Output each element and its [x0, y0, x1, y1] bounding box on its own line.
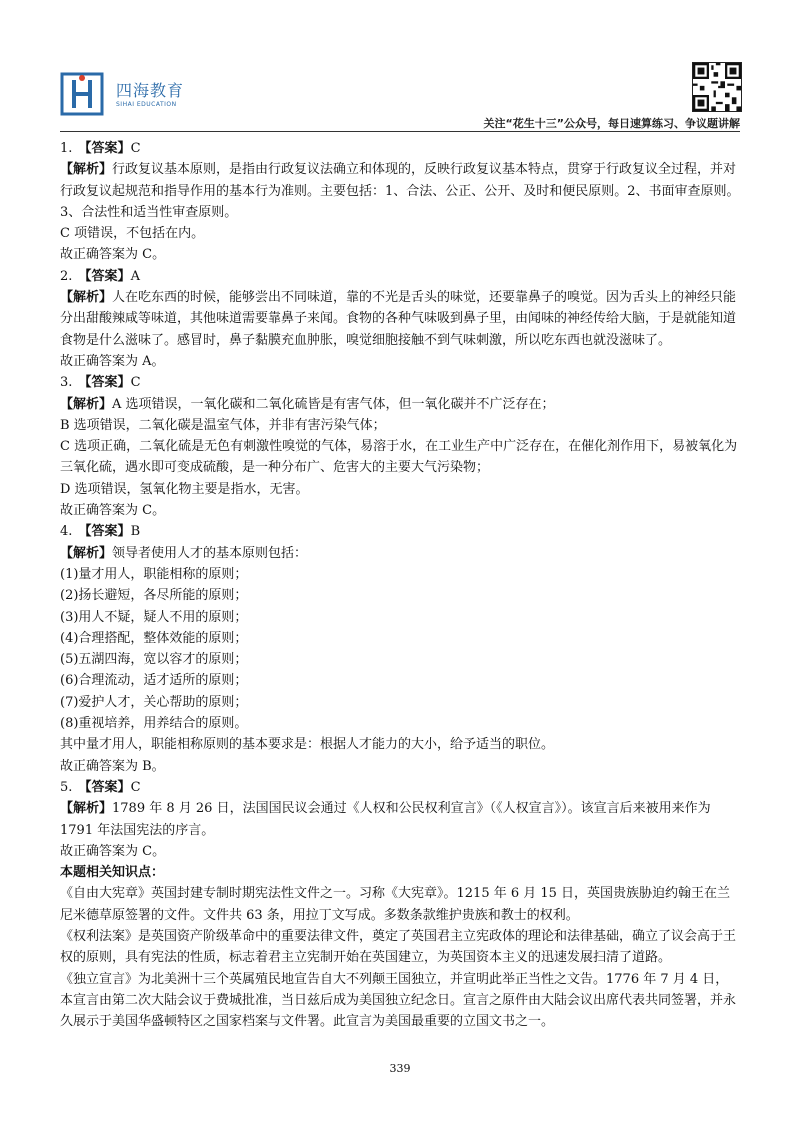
- conclusion-line: 故正确答案为 C。: [60, 247, 166, 263]
- analysis-label: 【解析】: [60, 801, 113, 817]
- question-number: 3.: [60, 375, 73, 391]
- answer-explanations: [60, 138, 740, 1032]
- question-number: 4.: [60, 524, 73, 540]
- knowledge-paragraph: 《自由大宪章》英国封建专制时期宪法性文件之一。习称《大宪章》。1215 年 6 月 15 日，英国贵族胁迫约翰王在兰尼米德草原签署的文件。文件共 63 条，用拉丁文写成。多数条款维护贵族和教士的权利。: [60, 886, 731, 923]
- analysis-text: 1789 年 8 月 26 日，法国国民议会通过《人权和公民权利宣言》（《人权宣言》）。该宣言后来被用来作为 1791 年法国宪法的序言。: [60, 801, 711, 838]
- logo-subtitle: SIHAI EDUCATION: [116, 101, 177, 108]
- principle-item: (2)扬长避短，各尽所能的原则；: [60, 588, 248, 604]
- principle-item: (6)合理流动，适才适所的原则；: [60, 673, 248, 689]
- analysis-paragraph: [60, 543, 740, 564]
- answer-label: 【答案】: [78, 779, 131, 795]
- conclusion-line: 故正确答案为 C。: [60, 503, 166, 519]
- answer-label: 【答案】: [78, 268, 131, 284]
- logo-mark-icon: [60, 68, 110, 118]
- header-tagline: 关注“花生十三”公众号，每日速算练习、争议题讲解: [483, 117, 740, 130]
- analysis-label: 【解析】: [60, 545, 113, 561]
- analysis-text: 领导者使用人才的基本原则包括：: [112, 545, 308, 561]
- analysis-paragraph: [60, 798, 740, 841]
- analysis-line: B 选项错误，二氧化碳是温室气体，并非有害污染气体；: [60, 417, 386, 433]
- analysis-line: 其中量才用人，职能相称原则的基本要求是：根据人才能力的大小，给予适当的职位。: [60, 737, 555, 753]
- analysis-text: 人在吃东西的时候，能够尝出不同味道，靠的不光是舌头的味觉，还要靠鼻子的嗅觉。因为舌头上的神经只能分出甜酸辣咸等味道，其他味道需要靠鼻子来闻。食物的各种气味吸到鼻子里，由闻味的神经传给大脑，于是就能知道食物是什么滋味了。感冒时，鼻子黏膜充血肿胀，嗅觉细胞接触不到气味刺激，所以吃东西也就没滋味了。: [60, 290, 737, 348]
- principle-item: (7)爱护人才，关心帮助的原则；: [60, 694, 248, 710]
- answer-line-3: [60, 372, 740, 393]
- page-number: 339: [389, 1062, 411, 1075]
- principle-item: (8)重视培养，用养结合的原则。: [60, 716, 248, 732]
- answer-line-1: [60, 138, 740, 159]
- analysis-label: 【解析】: [60, 162, 113, 178]
- analysis-paragraph: [60, 394, 740, 415]
- answer-label: 【答案】: [78, 524, 131, 540]
- knowledge-paragraph: 《权利法案》是英国资产阶级革命中的重要法律文件，奠定了英国君主立宪政体的理论和法律基础，确立了议会高于王权的原则，具有宪法的性质，标志着君主立宪制开始在英国建立，为英国资本主义的迅速发展扫清了道路。: [60, 928, 737, 966]
- answer-value: C: [130, 779, 141, 795]
- analysis-paragraph: [60, 159, 740, 223]
- answer-line-4: [60, 521, 740, 542]
- principle-item: (1)量才用人，职能相称的原则；: [60, 566, 248, 582]
- principle-item: (5)五湖四海，宽以容才的原则；: [60, 652, 248, 668]
- answer-value: B: [130, 524, 141, 540]
- brand-logo: [60, 68, 200, 118]
- qr-code-icon: [692, 62, 742, 112]
- analysis-text: A 选项错误，一氧化碳和二氧化硫皆是有害气体，但一氧化碳并不广泛存在；: [112, 396, 555, 412]
- question-number: 2.: [60, 268, 73, 284]
- analysis-line: C 项错误，不包括在内。: [60, 226, 205, 242]
- logo-text: 四海教育: [116, 81, 185, 100]
- answer-value: C: [130, 141, 141, 156]
- analysis-line: C 选项正确，二氧化硫是无色有刺激性嗅觉的气体，易溶于水，在工业生产中广泛存在，在催化剂作用下，易被氧化为三氧化硫，遇水即可变成硫酸，是一种分布广、危害大的主要大气污染物；: [60, 439, 738, 476]
- answer-value: C: [130, 375, 141, 391]
- analysis-text: 行政复议基本原则，是指由行政复议法确立和体现的，反映行政复议基本特点，贯穿于行政复议全过程，并对行政复议起规范和指导作用的基本行为准则。主要包括：1、合法、公正、公开、及时和便民原则。2、书面审查原则。3、合法性和适当性审查原则。: [60, 162, 740, 220]
- principle-item: (3)用人不疑，疑人不用的原则；: [60, 609, 248, 625]
- question-number: 1.: [60, 141, 73, 156]
- knowledge-paragraph: 《独立宣言》为北美洲十三个英属殖民地宣告自大不列颠王国独立，并宣明此举正当性之文告。1776 年 7 月 4 日，本宣言由第二次大陆会议于费城批准，当日兹后成为美国独立纪念日。宣言之原件由大陆会议出席代表共同签署，并永久展示于美国华盛顿特区之国家档案与文件署。此宣言为美国最重要的立国文书之一。: [60, 971, 737, 1030]
- knowledge-heading: 本题相关知识点：: [60, 865, 165, 881]
- question-number: 5.: [60, 779, 73, 795]
- answer-label: 【答案】: [78, 375, 131, 391]
- analysis-line: D 选项错误，氢氧化物主要是指水，无害。: [60, 481, 309, 497]
- conclusion-line: 故正确答案为 C。: [60, 843, 166, 859]
- page-header: [0, 0, 800, 135]
- answer-value: A: [130, 268, 140, 284]
- answer-line-2: [60, 266, 740, 287]
- conclusion-line: 故正确答案为 B。: [60, 758, 165, 774]
- answer-label: 【答案】: [78, 141, 131, 156]
- analysis-paragraph: [60, 287, 740, 351]
- analysis-label: 【解析】: [60, 396, 113, 412]
- answer-line-5: [60, 777, 740, 798]
- analysis-label: 【解析】: [60, 290, 113, 306]
- header-divider: [60, 131, 740, 132]
- principle-item: (4)合理搭配，整体效能的原则；: [60, 630, 248, 646]
- conclusion-line: 故正确答案为 A。: [60, 353, 165, 369]
